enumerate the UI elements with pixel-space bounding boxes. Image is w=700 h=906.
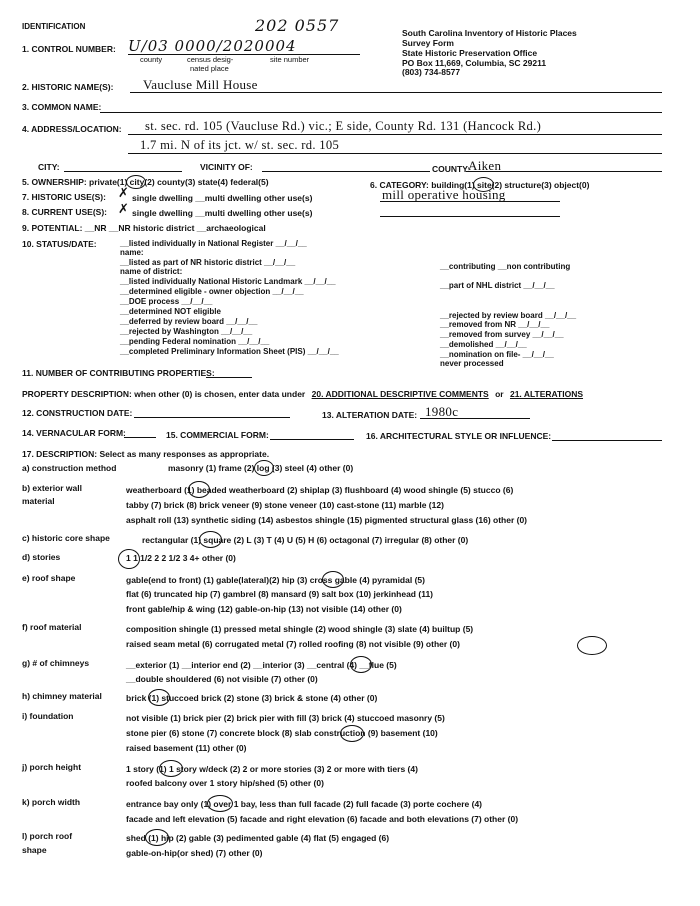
row-options[interactable]: __exterior (1) __interior end (2) __interior (3) __central (4) __flue (5) [126,660,397,670]
selected-concrete-block-mark [340,725,364,742]
control-sub-site: site number [270,55,310,64]
status-option[interactable]: __removed from NR __/__/__ [440,320,550,329]
selected-one-story-porch-mark [159,760,183,777]
status-option[interactable]: __nomination on file- __/__/__ [440,350,554,359]
city-label: CITY: [38,162,60,172]
status-option[interactable]: __rejected by Washington __/__/__ [120,327,253,336]
historic-names-label: 2. HISTORIC NAME(S): [22,82,114,92]
status-option[interactable]: __listed individually National Historic Landmark __/__/__ [120,277,336,286]
row-label: a) construction method [22,463,117,473]
row-options[interactable]: shed (1) hip (2) gable (3) pedimented gable (4) flat (5) engaged (6) [126,833,390,843]
status-option[interactable]: never processed [440,359,504,368]
status-option[interactable]: __DOE process __/__/__ [120,297,213,306]
property-description-or: or [495,389,504,399]
row-label: f) roof material [22,622,82,632]
row-options[interactable]: brick (1) stuccoed brick (2) stone (3) brick & stone (4) other (0) [126,693,378,703]
selected-roof-other-mark [577,636,607,655]
common-name-label: 3. COMMON NAME: [22,102,102,112]
row-options[interactable]: gable-on-hip(or shed) (7) other (0) [126,848,263,858]
construction-date-label: 12. CONSTRUCTION DATE: [22,408,133,418]
historic-names-value[interactable]: Vaucluse Mill House [143,77,258,92]
address-value-1[interactable]: st. sec. rd. 105 (Vaucluse Rd.) vic.; E side, County Rd. 131 (Hancock Rd.) [145,119,542,133]
selected-rectangular-mark [199,531,222,548]
potential-options[interactable]: 9. POTENTIAL: __NR __NR historic district __archaeological [22,223,266,233]
selected-brick-chimney-mark [148,689,170,706]
current-use-options[interactable]: single dwelling __multi dwelling other use(s) [132,208,313,218]
row-options[interactable]: roofed balcony over 1 story hip/shed (5) other (0) [126,778,324,788]
row-label: k) porch width [22,797,81,807]
alterations-ref: 21. ALTERATIONS [509,389,584,399]
selected-weatherboard-mark [188,481,210,498]
control-sub-census: census desig- [187,55,234,64]
current-use-label: 8. CURRENT USE(S): [22,207,108,217]
row-options[interactable]: entrance bay only (1) over 1 bay, less than full facade (2) full facade (3) porte cochere (4) [126,799,483,809]
row-options[interactable]: __double shouldered (6) not visible (7) other (0) [126,674,318,684]
description-intro: 17. DESCRIPTION: Select as many responses as appropriate. [22,449,270,459]
row-options[interactable]: gable(end to front) (1) gable(lateral)(2) hip (3) cross gable (4) pyramidal (5) [126,575,425,585]
row-label: l) porch roof [22,831,73,841]
status-option[interactable]: __rejected by review board __/__/__ [440,311,577,320]
agency-line: Survey Form [402,38,454,48]
current-use-check-mark: ✗ [118,202,129,217]
row-label: d) stories [22,552,61,562]
commercial-form-label: 15. COMMERCIAL FORM: [166,430,269,440]
property-description-note [22,389,583,399]
status-option[interactable]: __part of NHL district __/__/__ [440,281,555,290]
selected-entrance-bay-mark [207,795,233,812]
ownership-options[interactable]: 5. OWNERSHIP: private(1) city(2) county(3) state(4) federal(5) [22,177,269,187]
alteration-date-label: 13. ALTERATION DATE: [322,410,418,420]
control-sub-county: county [140,55,163,64]
status-label: 10. STATUS/DATE: [22,239,97,249]
status-option[interactable]: __removed from survey __/__/__ [440,330,564,339]
row-label: c) historic core shape [22,533,110,543]
selected-interior-chimney-mark [350,656,372,673]
row-options[interactable]: asphalt roll (13) synthetic siding (14) asbestos shingle (15) pigmented structural glass (16) other (0) [126,515,528,525]
control-number-handwritten: 202 0557 [255,16,340,35]
historic-use-check-mark: ✗ [118,186,129,201]
row-options[interactable]: raised basement (11) other (0) [126,743,247,753]
historic-use-value[interactable]: mill operative housing [382,187,506,202]
row-label: material [22,496,55,506]
status-option[interactable]: name of district: [120,267,183,276]
status-option[interactable]: __listed individually in National Register __/__/__ [120,239,307,248]
row-options[interactable]: facade and left elevation (5) facade and right elevation (6) facade and both elevations (7) other (0) [126,814,519,824]
status-option[interactable]: name: [120,248,144,257]
architectural-style-label: 16. ARCHITECTURAL STYLE OR INFLUENCE: [366,431,552,441]
control-number-label: 1. CONTROL NUMBER: [22,44,116,54]
contributing-properties-label: 11. NUMBER OF CONTRIBUTING PROPERTIES: [22,368,215,378]
address-value-2[interactable]: 1.7 mi. N of its jct. w/ st. sec. rd. 105 [140,138,340,152]
historic-use-options[interactable]: single dwelling __multi dwelling other use(s) [132,193,313,203]
row-options[interactable]: not visible (1) brick pier (2) brick pier with fill (3) brick (4) stuccoed masonry (5) [126,713,445,723]
selected-one-story-mark [118,549,140,569]
status-option[interactable]: __completed Preliminary Information Sheet (PIS) __/__/__ [120,347,339,356]
agency-line: PO Box 11,669, Columbia, SC 29211 [402,58,547,68]
row-options[interactable]: weatherboard (1) beaded weatherboard (2) shiplap (3) flushboard (4) wood shingle (5) stucco (6) [126,485,514,495]
row-label: i) foundation [22,711,74,721]
row-options[interactable]: 1 story (1) 1 story w/deck (2) 2 or more stories (3) 2 or more with tiers (4) [126,764,418,774]
row-label: g) # of chimneys [22,658,90,668]
row-options[interactable]: composition shingle (1) pressed metal shingle (2) wood shingle (3) slate (4) builtup (5) [126,624,474,634]
row-options[interactable]: stone pier (6) stone (7) concrete block (8) slab construction (9) basement (10) [126,728,438,738]
row-label: h) chimney material [22,691,102,701]
status-option[interactable]: __determined eligible - owner objection __/__/__ [120,287,304,296]
status-option[interactable]: __determined NOT eligible [120,307,221,316]
status-option[interactable]: __deferred by review board __/__/__ [120,317,258,326]
row-label: e) roof shape [22,573,76,583]
county-value[interactable]: Aiken [468,158,502,173]
county-label: COUNTY: [432,164,471,174]
row-options[interactable]: masonry (1) frame (2) log (3) steel (4) other (0) [168,463,354,473]
alteration-date-value[interactable]: 1980c [425,404,459,419]
category-options[interactable]: 6. CATEGORY: building(1) site(2) structure(3) object(0) [370,180,590,190]
row-label: b) exterior wall [22,483,82,493]
vicinity-label: VICINITY OF: [200,162,253,172]
row-options[interactable]: raised seam metal (6) corrugated metal (7) rolled roofing (8) not visible (9) other (0) [126,639,460,649]
ownership-selection-mark [126,175,146,189]
control-number-value: U/03 0000/2020004 [128,37,297,55]
address-label: 4. ADDRESS/LOCATION: [22,124,122,134]
row-label: shape [22,845,47,855]
vernacular-form-label: 14. VERNACULAR FORM: [22,428,126,438]
row-options[interactable]: tabby (7) brick (8) brick veneer (9) stone veneer (10) cast-stone (11) marble (12) [126,500,444,510]
row-label: j) porch height [22,762,82,772]
agency-line: (803) 734-8577 [402,67,461,77]
agency-line: State Historic Preservation Office [402,48,538,58]
status-option[interactable]: __demolished __/__/__ [440,340,527,349]
property-description-text: PROPERTY DESCRIPTION: when other (0) is chosen, enter data under [22,389,306,399]
control-sub-census-2: nated place [190,64,229,73]
historic-use-label: 7. HISTORIC USE(S): [22,192,106,202]
row-options[interactable]: front gable/hip & wing (12) gable-on-hip (13) not visible (14) other (0) [126,604,402,614]
selected-gable-lateral-mark [322,571,344,588]
status-option[interactable]: __listed as part of NR historic district __/__/__ [120,258,296,267]
status-option[interactable]: __pending Federal nomination __/__/__ [120,337,270,346]
status-option[interactable]: __contributing __non contributing [440,262,571,271]
identification-heading: IDENTIFICATION [22,22,86,31]
agency-line: South Carolina Inventory of Historic Places [402,28,577,38]
row-options[interactable]: flat (6) truncated hip (7) gambrel (8) mansard (9) salt box (10) jerkinhead (11) [126,589,434,599]
additional-comments-ref: 20. ADDITIONAL DESCRIPTIVE COMMENTS [311,389,489,399]
selected-shed-roof-mark [145,829,169,846]
row-options[interactable]: rectangular (1) square (2) L (3) T (4) U (5) H (6) octagonal (7) irregular (8) other (0) [142,535,469,545]
row-options[interactable]: 1 1 1/2 2 2 1/2 3 4+ other (0) [126,553,236,563]
selected-frame-mark [254,460,274,476]
